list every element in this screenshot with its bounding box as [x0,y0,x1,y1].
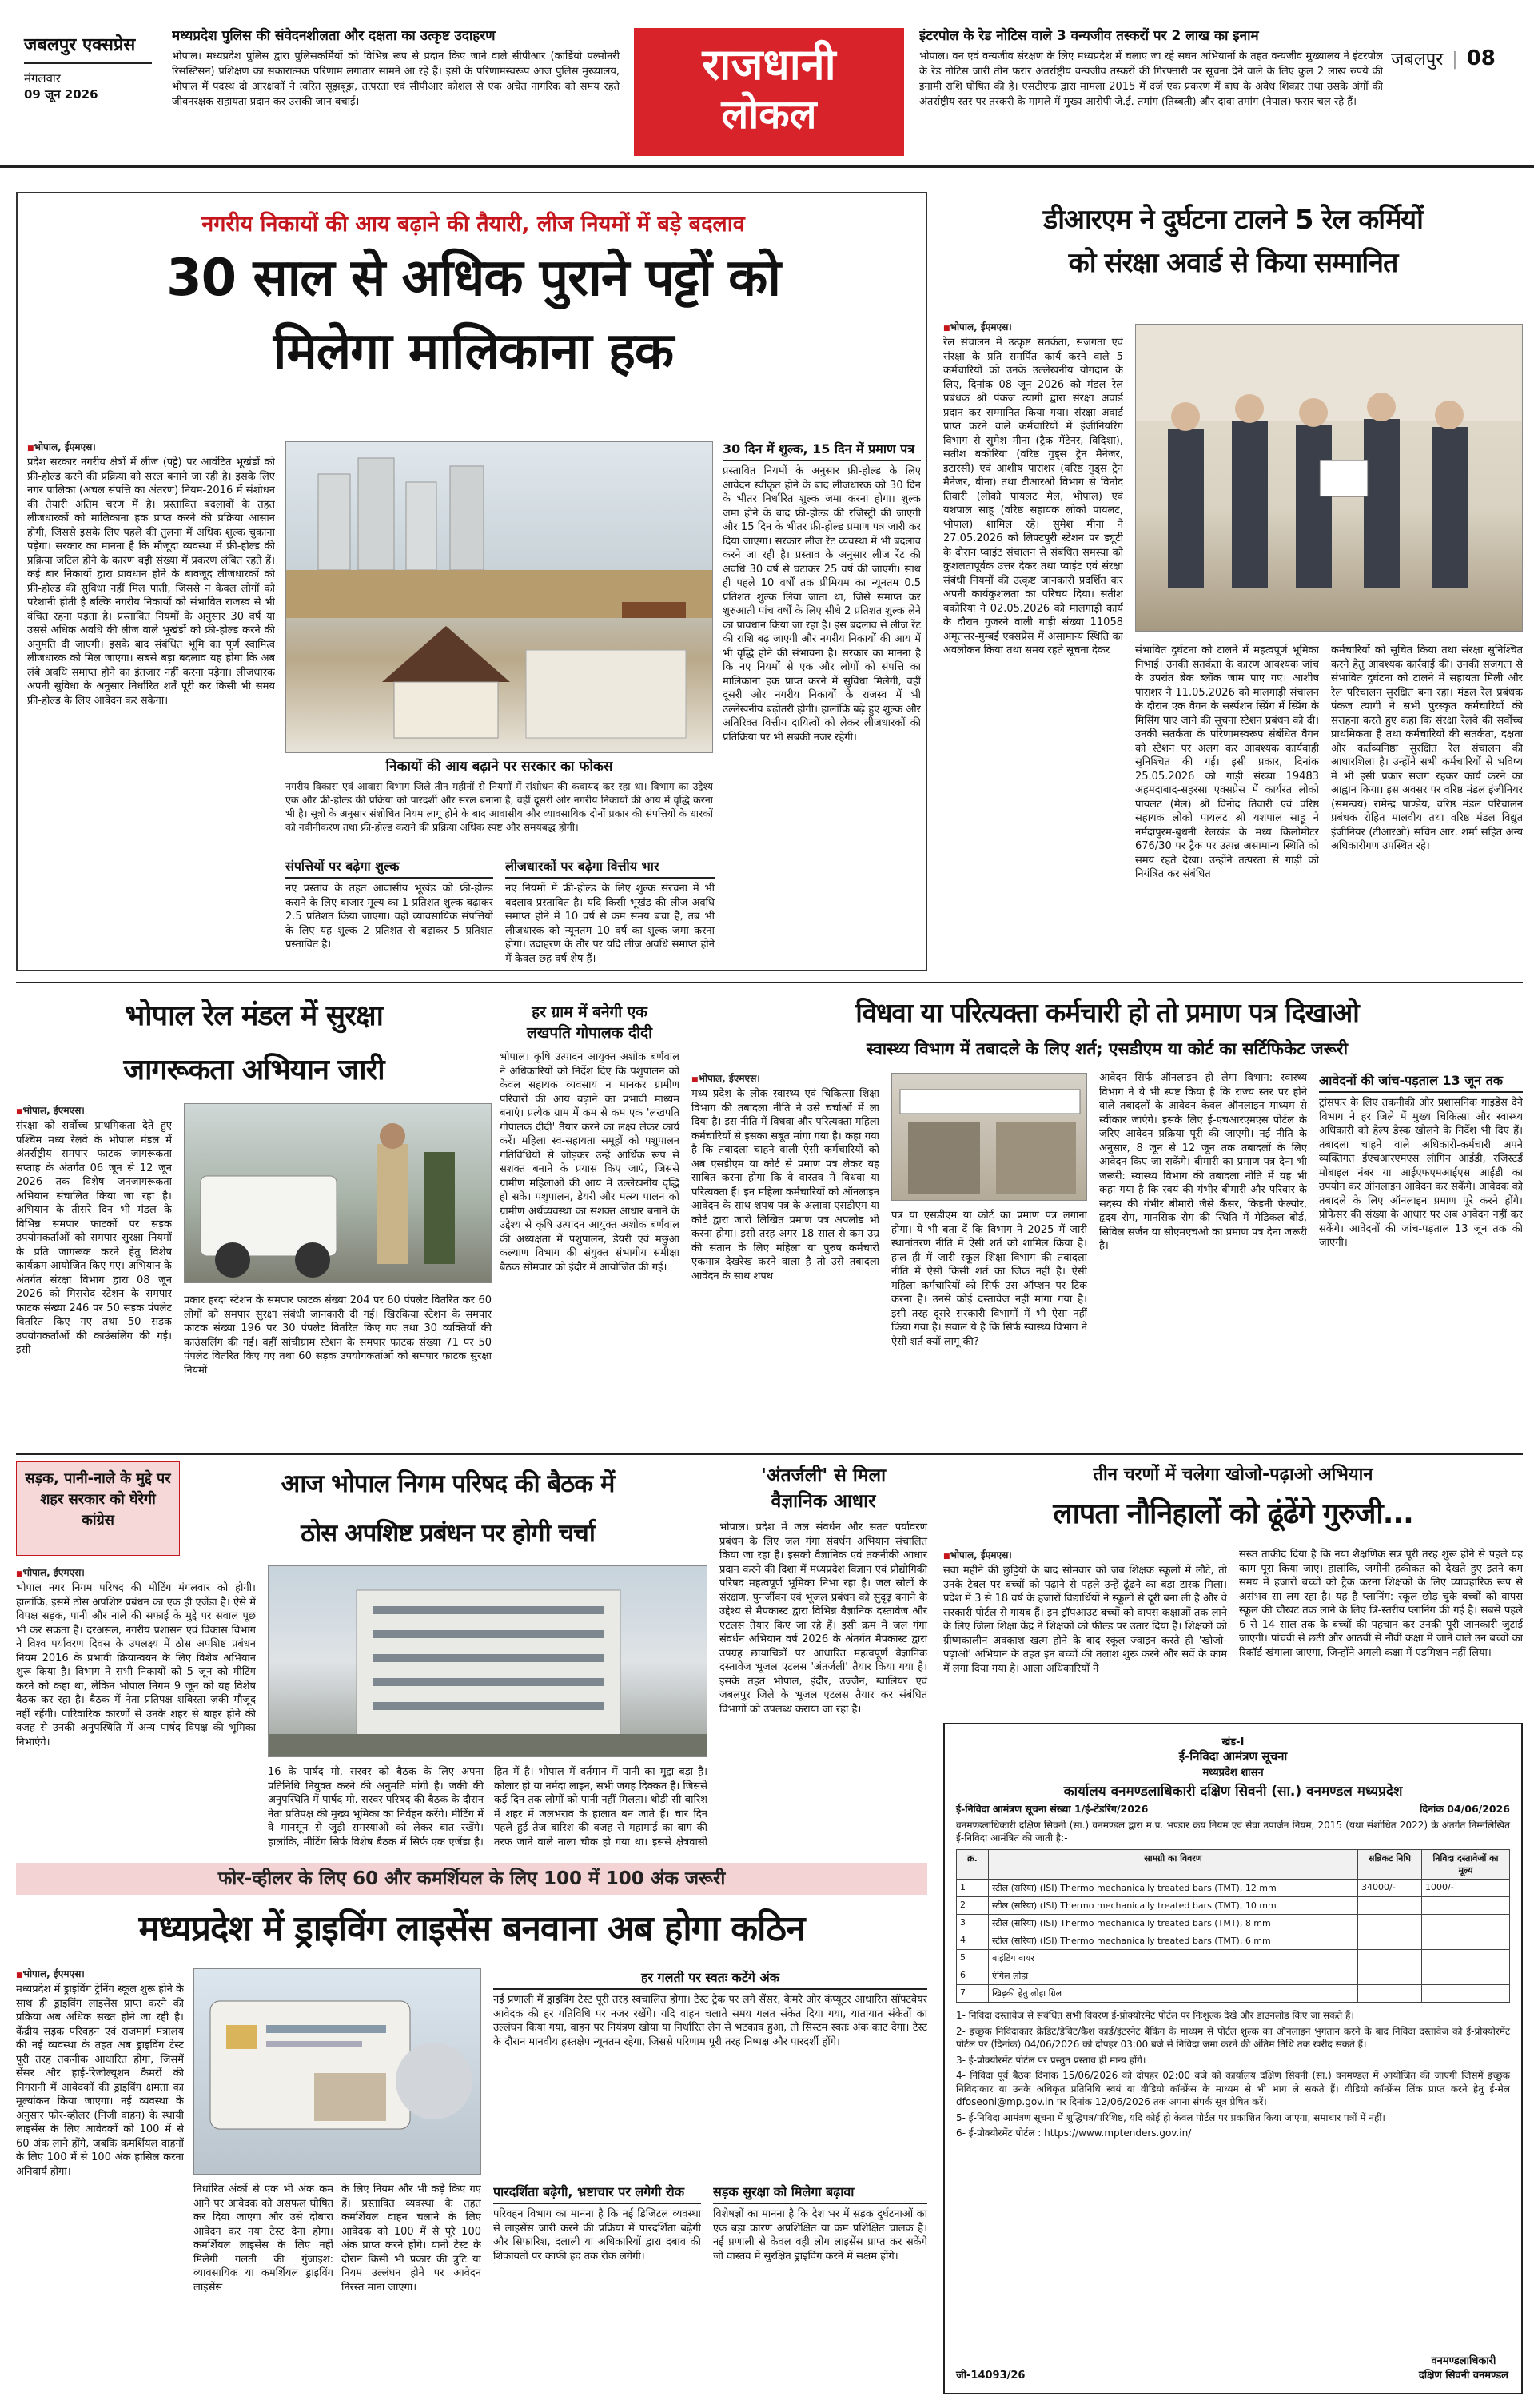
tender-table [956,1849,1510,2003]
issue-day: मंगलवार [24,71,61,86]
application-scrutiny-body: ट्रांसफर के लिए तकनीकी और प्रशासनिक गाइडेंस देने विभाग ने हर जिले में मुख्य चिकित्सा और स्वास्थ्य अधिकारी को हेल्प डेस्क खोलने के निर्देश भी दिए हैं। तबादला चाहने वाले अधिकारी-कर्मचारी अपने व्यक्तिगत ईएचआरएमएस लॉगिन आईडी, रजिस्टर्ड मोबाइल नंबर या आईएफएमआईएस आईडी का उपयोग कर ऑनलाइन आवेदन कर सकेंगे। आवेदक को तबादले के लिए ऑनलाइन प्रमाण पूरे करने होंगे। प्रोफेसर की संख्या के आधार पर अब आवेदन नहीं कर सकेंगे। आवेदनों की जांच-पड़ताल 13 जून तक की जाएगी। [1319,1097,1523,1249]
auto-deduction-head: हर गलती पर स्वतः कटेंगे अंक [493,1968,927,1990]
tender-cell-amount: 34000/- [1358,1880,1422,1897]
widow-column-3 [1099,1071,1307,1443]
paper-name-block [24,32,152,144]
tender-col-serial: क्र. [957,1850,989,1880]
masthead-left-headline: मध्यप्रदेश पुलिस की संवेदनशीलता और दक्षता का उत्कृष्ट उदाहरण [172,28,496,44]
tender-cell-doc-fee [1422,1967,1510,1985]
safety-text-2: प्रकार हरदा स्टेशन के समपार फाटक संख्या 204 पर 60 पंपलेट वितरित कर 60 लोगों को समपार सुरक्षा संबंधी जानकारी दी गई। खिरकिया स्टेशन के समपार फाटक संख्या 196 पर 30 पंपलेट वितरित किए गए तथा 30 व्यक्तियों की काउंसलिंग की गई। वहीं सांचीग्राम स्टेशन के समपार फाटक संख्या 71 पर 50 पंपलेट वितरित किए गए तथा 60 सड़क उपयोगकर्ताओं को समपार फाटक सुरक्षा नियमों [184,1294,492,1377]
tender-note: 4- निविदा पूर्व बैठक दिनांक 15/06/2026 को दोपहर 02:00 बजे को कार्यालय दक्षिण सिवनी (सा.) वनमण्डल में आयोजित की जाएगी जिसमें इच्छुक निविदाकार या उनके अधिकृत प्रतिनिधि स्वयं या वीडियो कॉन्फ्रेंस के माध्यम से भी भाग ले सकते हैं। वीडियो कॉन्फ्रेंस लिंक प्राप्त करने हेतु ई-मेल dfoseoni@mp.gov.in पर दिनांक 12/06/2026 तक अपना संपर्क सूत्र प्रेषित करें। [956,2070,1510,2107]
tender-note: 5- ई-निविदा आमंत्रण सूचना में शुद्धिपत्र/परिशिष्ट, यदि कोई हो केवल पोर्टल पर प्रकाशित किया जाएगा, समाचार पत्रों में नहीं। [956,2111,1385,2123]
tender-cell-serial: 6 [957,1967,989,1985]
drm-column-2 [1135,644,1319,959]
tender-notes [956,2009,1510,2140]
housing-collage-photo [285,441,713,753]
parishad-headline-line1: आज भोपाल निगम परिषद की बैठक में [281,1469,615,1498]
tender-cell-item: स्टील (सरिया) (ISI) Thermo mechanically treated bars (TMT), 10 mm [989,1897,1358,1915]
photo-caption-body: नगरीय विकास एवं आवास विभाग जिले तीन महीनों से नियमों में संशोधन की कवायद कर रहा था। विभाग का उद्देश्य एक और फ्री-होल्ड की प्रक्रिया को पारदर्शी और सरल बनाना है, वहीं दूसरी ओर नगरीय निकायों की आय में वृद्धि करना भी है। सूत्रों के अनुसार संशोधित नियम लागू होने के बाद आवासीय और व्यावसायिक दोनों प्रकार की संपत्तियों के धारकों को नवीनीकरण तथा फ्री-होल्ड कराने की प्रक्रिया अधिक स्पष्ट और समयबद्ध होगी। [285,780,713,833]
tender-sign-title: वनमण्डलाधिकारी [1431,2355,1496,2367]
tender-title: ई-निविदा आमंत्रण सूचना [1178,1749,1288,1764]
masthead-right-body: भोपाल। वन एवं वन्यजीव संरक्षण के लिए मध्यप्रदेश में चलाए जा रहे सघन अभियानों के तहत वन्यजीव मुख्यालय ने इंटरपोल के रेड नोटिस जारी तीन फरार अंतर्राष्ट्रीय वन्यजीव तस्करों की गिरफ्तारी पर सूचना देने वाले के लिए कुल 2 लाख रुपये की इनामी राशि घोषित की है। एसटीएफ द्वारा मामला 2015 में दर्ज एक प्रकरण में बाघ के अवैध शिकार तथा उसके अंगों की अंतर्राष्ट्रीय स्तर पर तस्करी के मामले में मुख्य आरोपी जे.ई. तमांग (तिब्बती) और दावा तमांग (नेपाल) फरार चल रहे हैं। [919,50,1383,108]
licence-dateline: ■ भोपाल, ईएमएस। [16,1967,184,1980]
gurji-text-1: सवा महीने की छुट्टियों के बाद सोमवार को जब शिक्षक स्कूलों में लौटे, तो उनके टेबल पर बच्चों को पढ़ाने से पहले उन्हें ढूंढने का बड़ा टास्क मिला। प्रदेश में 3 से 18 वर्ष के हजारों विद्यार्थियों ने स्कूलों से दूरी बना ली है और वे सरकारी पोर्टल से गायब हैं। इन ड्रॉपआउट बच्चों को वापस कक्षाओं तक लाने के लिए जिला शिक्षा केंद्र ने शिक्षकों को फील्ड पर उतार दिया है। शिक्षकों को ग्रीष्मकालीन अवकाश खत्म होने के बाद स्कूल ज्वाइन करते ही 'खोजो-पढ़ाओ' अभियान के तहत इन बच्चों की तलाश शुरू करने और सर्वे के काम में लगा दिया गया है। आला अधिकारियों ने [943,1565,1227,1675]
story-antarjali [719,1461,927,1853]
tender-col-doc-fee: निविदा दस्तावेजों का मूल्य [1422,1850,1510,1880]
parishad-text-2: 16 के पार्षद मो. सरवर को बैठक के लिए अपना प्रतिनिधि नियुक्त करने की अनुमति मांगी है। जकी की अनुपस्थिति में पार्षद मो. सरवर परिषद की बैठक के दौरान नेता प्रतिपक्ष की मुख्य भूमिका का निर्वहन करेंगे। मीटिंग में वे मानसून से जुड़ी समस्याओं को लेकर बात रखेंगे। हालांकि, मीटिंग सिर्फ विशेष बैठक में सिर्फ एक एजेंडा है। [268,1766,484,1848]
antarjali-headline-line1: 'अंतर्जली' से मिला [760,1465,887,1486]
parishad-column-2 [268,1765,484,1849]
safety-campaign-graphic [185,1104,492,1283]
fee-box-head: 30 दिन में शुल्क, 15 दिन में प्रमाण पत्र [723,440,921,461]
licence-card-graphic [194,1969,481,2175]
drm-headline-line2: को संरक्षा अवार्ड से किया सम्मानित [1068,247,1398,279]
issue-date: 09 जून 2026 [24,87,98,102]
tender-cell-serial: 1 [957,1880,989,1897]
tender-cell-amount [1358,1985,1422,2003]
masthead [0,0,1534,168]
story-drm-award [943,192,1523,971]
safety-dateline: ■ भोपाल, ईएमएस। [16,1103,172,1117]
drm-text-2: संभावित दुर्घटना को टालने में महत्वपूर्ण भूमिका निभाई। उनकी सतर्कता के कारण आवश्यक जांच के उपरांत ब्रेक ब्लॉक जाम पाए गए। आशीष पाराशर ने 11.05.2026 को मालगाड़ी संचालन के दौरान एक वैगन के सस्पेंशन स्प्रिंग में स्प्रिंग के मिसिंग पाए जाने की सूचना स्टेशन प्रबंधन को दी। उनकी सतर्कता के परिणामस्वरूप संबंधित वैगन को स्टेशन पर अलग कर आवश्यक कार्यवाही सुनिश्चित की गई। इसी प्रकार, दिनांक 25.05.2026 को गाड़ी संख्या 19483 अहमदाबाद-सहरसा एक्सप्रेस में कार्यरत लोको पायलट (मेल) श्री विनोद तिवारी एवं वरिष्ठ सहायक लोको पायलट श्री यशपाल साहू ने नर्मदापुरम-बुधनी रेलखंड के मध्य किलोमीटर 676/30 पर ट्रैक पर उत्पन्न असामान्य स्थिति को समय रहते देखा। उन्होंने तत्परता से गाड़ी को नियंत्रित कर संबंधित [1135,644,1319,880]
tender-note: 2- इच्छुक निविदाकार क्रेडिट/डेबिट/कैश कार्ड/इंटरनेट बैंकिंग के माध्यम से पोर्टल शुल्क का ऑनलाइन भुगतान करने के बाद निविदा दस्तावेज को ई-प्रोक्योरमेंट पोर्टल पर (दिनांक) 04/06/2026 को दोपहर 03:00 बजे से निविदा जमा करने की अंतिम तिथि तक खरीद सकते हैं। [956,2025,1510,2050]
tender-cell-doc-fee [1422,1950,1510,1967]
tender-cell-doc-fee [1422,1915,1510,1932]
transparency-body: परिवहन विभाग का मानना है कि नई डिजिटल व्यवस्था से लाइसेंस जारी करने की प्रक्रिया में पारदर्शिता बढ़ेगी और सिफारिश, दलाली या अधिकारियों द्वारा दबाव की शिकायतों पर काफी हद तक रोक लगेगी। [493,2208,701,2262]
tender-notice [943,1723,1523,2394]
fee-box [723,440,921,963]
masthead-left-story [172,26,620,153]
page-folio: जबलपुर | 08 [1391,46,1496,70]
fee-box-body: प्रस्तावित नियमों के अनुसार फ्री-होल्ड के लिए आवेदन स्वीकृत होने के बाद लीजधारक को 30 दिन के भीतर निर्धारित शुल्क जमा करना होगा। शुल्क जमा होने के बाद फ्री-होल्ड की रजिस्ट्री की जाएगी और 15 दिन के भीतर फ्री-होल्ड प्रमाण पत्र जारी कर दिया जाएगा। सरकार लीज रेंट व्यवस्था में भी बदलाव करने जा रही है। प्रस्ताव के अनुसार लीज रेंट की अवधि 30 वर्ष से घटाकर 25 वर्ष की जाएगी। साथ ही पहले 10 वर्षों तक प्रीमियम का न्यूनतम 0.5 प्रतिशत शुल्क लिया जाता था, जिसे समाप्त कर शुरुआती पांच वर्षों के लिए सीधे 2 प्रतिशत शुल्क लेने का प्रावधान किया जा रहा है। इस बदलाव से लीज रेंट की राशि बढ़ जाएगी और नगरीय निकायों की आय में भी वृद्धि होने की संभावना है। सरकार का मानना है कि नए नियमों से एक और लोगों को संपत्ति का मालिकाना हक प्राप्त करने में सुविधा मिलेगी, वहीं दूसरी ओर नगरीय निकायों के राजस्व में भी उल्लेखनीय बढ़ोतरी होगी। हालांकि बढ़े हुए शुल्क और अतिरिक्त वित्तीय दायित्वों को लेकर लीजधारकों की प्रतिक्रिया पर भी सबकी नजर रहेगी। [723,465,921,744]
tender-table-row [957,1950,1510,1967]
paper-name: जबलपुर एक्सप्रेस [24,35,136,55]
drm-dateline: ■ भोपाल, ईएमएस। [943,320,1123,333]
safety-headline-line1: भोपाल रेल मंडल में सुरक्षा [125,999,383,1032]
tender-cell-amount [1358,1932,1422,1950]
parishad-dateline: ■ भोपाल, ईएमएस। [16,1565,256,1579]
story-widow-certificate [691,991,1523,1447]
story-lease-freehold [16,192,927,971]
widow-headline: विधवा या परित्यक्ता कर्मचारी हो तो प्रमाण पत्र दिखाओ [855,997,1359,1028]
widow-column-1 [691,1071,879,1443]
tender-note: 1- निविदा दस्तावेज से संबंधित सभी विवरण ई-प्रोक्योरमेंट पोर्टल पर निःशुल्क देखे और डाउनलोड किए जा सकते हैं। [956,2010,1354,2021]
tender-cell-serial: 3 [957,1915,989,1932]
gurji-column-2 [1239,1548,1523,1712]
widow-dateline: ■ भोपाल, ईएमएस। [691,1071,879,1085]
health-directorate-photo [891,1073,1087,1201]
tender-table-row [957,1897,1510,1915]
application-scrutiny-head: आवेदनों की जांच-पड़ताल 13 जून तक [1319,1071,1523,1093]
tender-table-row [957,1880,1510,1897]
widow-subhead: स्वास्थ्य विभाग में तबादले के लिए शर्त; एसडीएम या कोर्ट का सर्टिफिकेट जरूरी [866,1039,1349,1058]
tender-reference: ई-निविदा आमंत्रण सूचना संख्या 1/ई-टेंडरिंग/2026 [956,1803,1149,1815]
parishad-column-1 [16,1565,256,1849]
property-fee-head: संपत्तियों पर बढ़ेगा शुल्क [285,857,493,879]
tender-cell-item: खिड़की हेतु लोहा ग्रिल [989,1985,1358,2003]
financial-burden-head: लीजधारकों पर बढ़ेगा वित्तीय भार [505,857,715,879]
gurji-headline: लापता नौनिहालों को ढूंढेंगे गुरुजी... [1053,1497,1413,1530]
auto-deduction-box [493,1968,927,2168]
tender-table-row [957,1985,1510,2003]
licence-kicker: फोर-व्हीलर के लिए 60 और कमर्शियल के लिए 100 में 100 अंक जरूरी [16,1863,927,1895]
tender-cell-serial: 2 [957,1897,989,1915]
widow-text-2: पत्र या एसडीएम या कोर्ट का प्रमाण पत्र लगाना होगा। ये भी बता दें कि विभाग ने 2025 में जारी स्थानांतरण नीति में ऐसी शर्त को शामिल किया है। हाल ही में जारी स्कूल शिक्षा विभाग की तबादला नीति में ऐसी किसी शर्त का जिक्र नहीं है। ऐसी महिला कर्मचारियों को सिर्फ उस ऑप्शन पर टिक करना है। उनसे कोई दस्तावेज नहीं मांगा गया है। इसी तरह दूसरे सरकारी विभागों में भी ऐसा नहीं किया गया है। सवाल ये है कि सिर्फ स्वास्थ्य विभाग ने ऐसी शर्त क्यों लागू की? [891,1210,1087,1348]
tender-table-row [957,1932,1510,1950]
safety-column-1 [16,1103,172,1443]
photo-caption-block [285,753,713,849]
story-headline-line1: 30 साल से अधिक पुराने पट्टों को [166,249,780,308]
road-safety-box [713,2183,927,2390]
tender-table-header [957,1850,1510,1880]
story-missing-children [943,1461,1523,1716]
financial-burden-box [505,857,715,965]
story-safety-campaign [16,991,492,1447]
nigam-building-photo [268,1565,707,1757]
road-safety-body: विशेषज्ञों का मानना है कि देश भर में सड़क दुर्घटनाओं का एक बड़ा कारण अप्रशिक्षित या कम प्रशिक्षित चालक हैं। नई प्रणाली से केवल वही लोग लाइसेंस प्राप्त कर सकेंगे जो वास्तव में सुरक्षित ड्राइविंग करने में सक्षम होंगे। [713,2208,927,2262]
parishad-column-3 [494,1765,707,1849]
masthead-left-body: भोपाल। मध्यप्रदेश पुलिस द्वारा पुलिसकर्मियों को विभिन्न रूप से प्रदान किए जाने वाले सीपीआर (कार्डियो पल्मोनरी रिसस्टिसन) प्रशिक्षण का सकारात्मक परिणाम लगातार सामने आ रहे हैं। इसी के परिणामस्वरूप आज पुलिस मुख्यालय, भोपाल में पदस्थ दो आरक्षकों ने त्वरित सूझबूझ, तत्परता एवं सीपीआर कौशल से एक अचेत नागरिक को समय रहते जीवनरक्षक सहायता प्रदान कर उसकी जान बचाई। [172,50,620,108]
tender-cell-amount [1358,1950,1422,1967]
tender-cell-serial: 4 [957,1932,989,1950]
drm-award-photo [1135,324,1523,632]
tender-cell-amount [1358,1897,1422,1915]
tender-code: जी-14093/26 [956,2370,1026,2382]
story-body-text: प्रदेश सरकार नगरीय क्षेत्रों में लीज (पट्टे) पर आवंटित भूखंडों को फ्री-होल्ड करने की प्रक्रिया को सरल बनाने जा रही है। इसके लिए नगर पालिका (अचल संपत्ति का अंतरण) नियम-2016 में संशोधन की तैयारी अंतिम चरण में है। प्रस्तावित बदलावों के तहत लीजधारकों को मालिकाना हक प्राप्त करने की प्रक्रिया आसान होगी, जिससे इसके लिए पहले की तुलना में अधिक शुल्क चुकाना पड़ेगा। सरकार का मानना है कि मौजूदा व्यवस्था में फ्री-होल्ड की प्रक्रिया जटिल होने के कारण बड़ी संख्या में प्रकरण लंबित रहते हैं। कई बार निकायों द्वारा प्रावधान होने के बावजूद लीजधारकों को फ्री-होल्ड की सुविधा नहीं मिल पाती, जिससे न केवल लोगों को परेशानी होती है बल्कि नगरीय निकायों को संभावित राजस्व से भी वंचित रहना पड़ता है। प्रस्तावित नियमों के अनुसार 30 वर्ष या उससे अधिक अवधि की लीज वाले भूखंडों को फ्री-होल्ड करने की अनुमति दी जाएगी। इसके बाद संबंधित भूमि का पूर्ण स्वामित्व लीजधारक को मिल जाएगा। सबसे बड़ा बदलाव यह होगा कि अब लंबे अवधि समाप्त होने का इंतजार नहीं करना पड़ेगा। लीजधारक अपनी सुविधा के अनुसार निर्धारित शर्तें पूरी कर किसी भी समय फ्री-होल्ड के लिए आवेदन कर सकेगा। [27,456,275,707]
safety-column-2 [184,1294,492,1444]
gurji-kicker: तीन चरणों में चलेगा खोजो-पढ़ाओ अभियान [1093,1465,1373,1485]
widow-text-1: मध्य प्रदेश के लोक स्वास्थ्य एवं चिकित्सा शिक्षा विभाग की तबादला नीति ने उसे चर्चाओं में ला दिया है। इस नीति में विधवा और परित्यक्ता महिला कर्मचारियों से इसका सबूत मांगा गया है। कहा गया है कि तबादला चाहने वाली ऐसी कर्मचारियों को अब एसडीएम या कोर्ट से प्रमाण पत्र लेकर यह साबित करना होगा कि वे वास्तव में विधवा या परित्यक्ता हैं। इन महिला कर्मचारियों को ऑनलाइन आवेदन के साथ शपथ पत्र के अलावा एसडीएम या कोर्ट द्वारा जारी लिखित प्रमाण पत्र अपलोड भी करना होगा। इसी तरह अगर 18 साल से कम उम्र की संतान के लिए महिला या पुरुष कर्मचारी एकमात्र देखरेख करने वाला है तो उसे तबादला आवेदन के साथ शपथ [691,1088,879,1282]
story-headline-line2: मिलेगा मालिकाना हक [273,322,674,381]
safety-text-1: संरक्षा को सर्वोच्च प्राथमिकता देते हुए पश्चिम मध्य रेलवे के भोपाल मंडल में अंतर्राष्ट्रीय समपार फाटक जागरूकता सप्ताह के अंतर्गत 06 जून से 12 जून 2026 तक विशेष जनजागरूकता अभियान संचालित किया जा रहा है। अभियान के तीसरे दिन भी मंडल के विभिन्न समपार फाटकों पर सड़क उपयोगकर्ताओं को समपार सुरक्षा नियमों के प्रति जागरूक करने हेतु विशेष कार्यक्रम आयोजित किए गए। अभियान के अंतर्गत संरक्षा विभाग द्वारा 08 जून 2026 को मिसरोद स्टेशन के समपार फाटक संख्या 246 पर 50 सड़क पंपलेट वितरित किए गए तथा 50 सड़क उपयोगकर्ताओं की काउंसलिंग की गई। इसी [16,1120,172,1356]
licence-card-photo [193,1968,481,2175]
tender-cell-item: एंगिल लोहा [989,1967,1358,1985]
drm-award-graphic [1136,325,1523,632]
tender-cell-doc-fee: 1000/- [1422,1880,1510,1897]
safety-headline-line2: जागरूकता अभियान जारी [123,1054,384,1086]
tender-cell-serial: 5 [957,1950,989,1967]
tender-office: कार्यालय वनमण्डलाधिकारी दक्षिण सिवनी (सा.) वनमण्डल मध्यप्रदेश [1063,1784,1403,1800]
widow-text-3: आवेदन सिर्फ ऑनलाइन ही लेगा विभाग: स्वास्थ्य विभाग ने ये भी स्पष्ट किया है कि राज्य स्तर पर होने वाले तबादलों के आवेदन केवल ऑनलाइन माध्यम से स्वीकार जाएंगे। इसके लिए ई-एचआरएमएस पोर्टल के जरिए आवेदन प्रक्रिया पूरी की जाएगी। नई नीति के अनुसार, 8 जून से 12 जून तक तबादलों के लिए आवेदन किए जा सकेंगे। बीमारी का प्रमाण पत्र देना भी जरूरी: स्वास्थ्य विभाग की तबादला नीति में यह भी कहा गया है कि स्वयं की गंभीर बीमारी और परिवार के सदस्य की गंभीर बीमारी जैसे कैंसर, किडनी फेल्योर, हृदय रोग, मानसिक रोग की स्थिति में मेडिकल बोर्ड, सिविल सर्जन या सीएमएचओ का प्रमाण पत्र देना जरूरी है। [1099,1072,1307,1252]
drm-text-3: कर्मचारियों को सूचित किया तथा संरक्षा सुनिश्चित करने हेतु आवश्यक कार्रवाई की। उनकी सजगता से संभावित दुर्घटना को टालने में सहायता मिली और रेल परिचालन सुरक्षित बना रहा। मंडल रेल प्रबंधक पंकज त्यागी ने सभी पुरस्कृत कर्मचारियों की सराहना करते हुए कहा कि संरक्षा रेलवे की सर्वोच्च प्राथमिकता है तथा कर्मचारियों की सतर्कता, दक्षता और कर्तव्यनिष्ठा सुरक्षित रेल संचालन की आधारशिला है। उन्होंने सभी कर्मचारियों से भविष्य में भी इसी प्रकार सजग रहकर कार्य करने का आह्वान किया। इस अवसर पर वरिष्ठ मंडल इंजीनियर (समन्वय) रामेन्द्र पाण्डेय, वरिष्ठ मंडल परिचालन प्रबंधक रोहित मालवीय तथा वरिष्ठ मंडल विद्युत इंजीनियर (टीआरओ) सचिन आर. शर्मा सहित अन्य अधिकारीगण उपस्थित रहे। [1331,644,1523,852]
tender-cell-doc-fee [1422,1932,1510,1950]
lakhpati-body: भोपाल। कृषि उत्पादन आयुक्त अशोक बर्णवाल ने अधिकारियों को निर्देश दिए कि पशुपालन को केवल सहायक व्यवसाय न मानकर ग्रामीण परिवारों की आय बढ़ाने का प्रभावी माध्यम बनाएं। प्रत्येक ग्राम में कम से कम एक 'लखपति गोपालक दीदी' तैयार करने का लक्ष्य लेकर कार्य करें। महिला स्व-सहायता समूहों को पशुपालन गतिविधियों से जोड़कर उन्हें आर्थिक रूप से सशक्त बनाने के प्रयास किए जाएं, जिससे ग्रामीण महिलाओं की आय में उल्लेखनीय वृद्धि हो सके। पशुपालन, डेयरी और मत्स्य पालन को ग्रामीण अर्थव्यवस्था का सशक्त आधार बनाने के उद्देश्य से कृषि उत्पादन आयुक्त अशोक बर्णवाल की अध्यक्षता में पशुपालन, डेयरी एवं मछुआ कल्याण विभाग की संयुक्त संभागीय समीक्षा बैठक सोमवार को इंदौर में आयोजित की गई। [500,1051,679,1274]
tender-cell-item: स्टील (सरिया) (ISI) Thermo mechanically treated bars (TMT), 12 mm [989,1880,1358,1897]
health-directorate-graphic [892,1074,1087,1201]
road-safety-head: सड़क सुरक्षा को मिलेगा बढ़ावा [713,2183,927,2204]
lakhpati-headline-line2: लखपति गोपालक दीदी [526,1024,653,1042]
folio-city: जबलपुर [1391,50,1444,70]
story-body-column [27,440,275,959]
parishad-headline-line2: ठोस अपशिष्ट प्रबंधन पर होगी चर्चा [301,1519,595,1548]
tender-cell-item: बाइंडिंग वायर [989,1950,1358,1967]
gurji-text-2: सख्त ताकीद दिया है कि नया शैक्षणिक सत्र पूरी तरह शुरू होने से पहले यह काम पूरा किया जाए। हालांकि, जमीनी हकीकत को देखते हुए इतने कम समय में हजारों बच्चों को ट्रैक करना शिक्षकों के लिए व्यावहारिक रूप से असंभव सा लग रहा है। यह है प्लानिंग: स्कूल छोड़ चुके बच्चों को वापस स्कूल की चौखट तक लाने के लिए त्रि-स्तरीय प्लानिंग की गई है। सबसे पहले 6 से 14 साल तक के बच्चों की पहचान कर उनकी पूरी जानकारी जुटाई जाएगी। पांचवी से छठी और आठवीं से नौवीं कक्षा में जाने वाले उन बच्चों का रिकॉर्ड खंगाला जाएगा, जिन्होंने अगली कक्षा में एडमिशन नहीं लिया। [1239,1549,1523,1659]
transparency-box [493,2183,701,2390]
tender-col-item: सामग्री का विवरण [989,1850,1358,1880]
tender-cell-doc-fee [1422,1897,1510,1915]
tender-cell-item: स्टील (सरिया) (ISI) Thermo mechanically treated bars (TMT), 6 mm [989,1932,1358,1950]
tender-table-row [957,1967,1510,1985]
licence-text-2: निर्धारित अंकों से एक भी अंक कम आने पर आवेदक को असफल घोषित कर दिया जाएगा और उसे दोबारा आवेदन कर नया टेस्ट देना होगा। कमर्शियल लाइसेंस के लिए नहीं मिलेगी गलती की गुंजाइश: व्यावसायिक या कमर्शियल ड्राइविंग लाइसेंस [193,2183,333,2294]
drm-text-1: रेल संचालन में उत्कृष्ट सतर्कता, सजगता एवं संरक्षा के प्रति समर्पित कार्य करने वाले 5 कर्मचारियों को उनके उल्लेखनीय योगदान के लिए, दिनांक 08 जून 2026 को मंडल रेल प्रबंधक श्री पंकज त्यागी द्वारा संरक्षा अवार्ड प्रदान कर सम्मानित किया गया। संरक्षा अवार्ड प्राप्त करने वाले कर्मचारियों में इंजीनियरिंग विभाग से सुमेश मीना (ट्रैक मेंटेनर, विदिशा), सतीश बकोरिया (वरिष्ठ गुड्स ट्रेन मैनेजर, इटारसी) एवं आशीष पाराशर (वरिष्ठ गुड्स ट्रेन मैनेजर, बीना) तथा टीआरओ विभाग से विनोद तिवारी (लोको पायलट मेल, भोपाल) एवं यशपाल साहू (वरिष्ठ सहायक लोको पायलट, भोपाल) शामिल रहे। सुमेश मीना ने 27.05.2026 को लिफ्टपुरी स्टेशन पर ड्यूटी के दौरान प्वाइंट संचालन से संबंधित समस्या को कुशलतापूर्वक उत्तर देकर तथा प्वाइंट एवं संरक्षा संबंधी नियमों की उत्कृष्ट जानकारी प्रदर्शित कर अपनी कार्यकुशलता का परिचय दिया। सतीश बकोरिया ने 02.05.2026 को मालगाड़ी कार्य के दौरान गुजरने वाली गाड़ी संख्या 11058 अमृतसर-मुम्बई एक्सप्रेस में असामान्य स्थिति का अवलोकन किया तथा समय रहते सूचना देकर [943,337,1123,656]
section-title: राजधानी [702,39,836,90]
licence-column-2 [193,2183,333,2390]
story-lakhpati-didi [500,991,679,1447]
congress-side-headline: सड़क, पानी-नाले के मुद्दे पर शहर सरकार को घेरेगी कांग्रेस [16,1461,180,1556]
nigam-building-graphic [269,1566,707,1757]
licence-column-3 [341,2183,481,2390]
tender-cell-serial: 7 [957,1985,989,2003]
tender-signatory [1419,2353,1508,2382]
tender-reference-date: दिनांक 04/06/2026 [1420,1803,1510,1815]
housing-collage-graphic [286,442,713,753]
widow-column-2 [891,1209,1087,1443]
section-subtitle: लोकल [721,91,817,138]
drm-column-1 [943,320,1123,959]
masthead-right-story [919,26,1383,153]
antarjali-body: भोपाल। प्रदेश में जल संवर्धन और सतत पर्यावरण प्रबंधन के लिए जल गंगा संवर्धन अभियान संचालित किया जा रहा है। इसको वैज्ञानिक एवं तकनीकी आधार प्रदान करने की दिशा में मध्यप्रदेश विज्ञान एवं प्रौद्योगिकी परिषद महत्वपूर्ण भूमिका निभा रहा है। जल स्रोतों के संरक्षण, पुनर्जीवन एवं भूजल प्रबंधन को सुदृढ़ बनाने के उद्देश्य से मैपकास्ट द्वारा विभिन्न वैज्ञानिक दस्तावेज और एटलस तैयार किए जा रहे हैं। इसी क्रम में जल गंगा संवर्धन अभियान वर्ष 2026 के अंतर्गत मैपकास्ट द्वारा उपग्रह छायाचित्रों पर आधारित महत्वपूर्ण वैज्ञानिक दस्तावेज भूजल एटलस 'अंतर्जली' तैयार किया गया है। इसके तहत भोपाल, इंदौर, उज्जैन, ग्वालियर एवं जबलपुर जिले के भूजल एटलस तैयार कर संबंधित विभागों को उपलब्ध कराया जा रहा है। [719,1521,927,1716]
financial-burden-body: नए नियमों में फ्री-होल्ड के लिए शुल्क संरचना में भी बदलाव प्रस्तावित है। यदि किसी भूखंड की लीज अवधि समाप्त होने में 10 वर्ष से कम समय बचा है, तब भी लीजधारक को न्यूनतम 10 वर्ष का शुल्क जमा करना होगा। उदाहरण के तौर पर यदि लीज अवधि समाप्त होने में केवल छह वर्ष शेष हैं। [505,883,715,965]
gurji-column-1 [943,1548,1227,1712]
section-banner [634,28,904,156]
auto-deduction-body: नई प्रणाली में ड्राइविंग टेस्ट पूरी तरह स्वचालित होगा। टेस्ट ट्रैक पर लगे सेंसर, कैमरे और कंप्यूटर आधारित सॉफ्टवेयर आवेदक की हर गतिविधि पर नजर रखेंगे। यदि वाहन चलाते समय गलत संकेत दिया गया, यातायात संकेतों का उल्लंघन किया गया, वाहन पर नियंत्रण खोया या निर्धारित लेन से भटकाव हुआ, तो सिस्टम स्वतः अंक काट देगा। टेस्ट के दौरान मानवीय हस्तक्षेप न्यूनतम रहेगा, जिससे परिणाम पूरी तरह निष्पक्ष और पारदर्शी होंगे। [493,1994,927,2048]
tender-sign-office: दक्षिण सिवनी वनमण्डल [1418,2370,1508,2382]
transparency-head: पारदर्शिता बढ़ेगी, भ्रष्टाचार पर लगेगी रोक [493,2183,701,2204]
tender-intro: वनमण्डलाधिकारी दक्षिण सिवनी (सा.) वनमण्डल द्वारा म.प्र. भण्डार क्रय नियम एवं सेवा उपार्जन नियम, 2015 (यथा संशोधित 2022) के अंतर्गत निम्नलिखित ई-निविदा आमंत्रित की जाती है:- [956,1820,1510,1844]
tender-note: 6- ई-प्रोक्योरमेंट पोर्टल : https://www.mptenders.gov.in/ [956,2127,1192,2139]
tender-table-row [957,1915,1510,1932]
tender-cell-item: स्टील (सरिया) (ISI) Thermo mechanically treated bars (TMT), 8 mm [989,1915,1358,1932]
tender-section: खंड-I [1221,1736,1245,1748]
tender-government: मध्यप्रदेश शासन [1202,1767,1264,1779]
tender-cell-doc-fee [1422,1985,1510,2003]
story-dateline: ■ भोपाल, ईएमएस। [27,440,275,453]
property-fee-body: नए प्रस्ताव के तहत आवासीय भूखंड को फ्री-होल्ड कराने के लिए बाजार मूल्य का 1 प्रतिशत शुल्क बढ़ाकर 2.5 प्रतिशत किया जाएगा। वहीं व्यावसायिक संपत्तियों के लिए यह शुल्क 2 प्रतिशत से बढ़ाकर 5 प्रतिशत प्रस्तावित है। [285,883,493,951]
drm-column-3 [1331,644,1523,959]
section-divider-1 [16,982,1523,983]
licence-text-3: के लिए नियम और भी कड़े किए गए हैं। प्रस्तावित व्यवस्था के तहत कमर्शियल वाहन चलाने के लिए आवेदक को 100 में से पूरे 100 अंक प्राप्त करने होंगे। यानी टेस्ट के दौरान किसी भी प्रकार की त्रुटि या नियम उल्लंघन होने पर आवेदन निरस्त माना जाएगा। [341,2183,481,2294]
photo-caption-head: निकायों की आय बढ़ाने पर सरकार का फोकस [385,759,613,775]
parishad-text-1: भोपाल नगर निगम परिषद की मीटिंग मंगलवार को होगी। हालांकि, इसमें ठोस अपशिष्ट प्रबंधन का एक ही एजेंडा है। ऐसे में विपक्ष सड़क, पानी और नाले की सफाई के मुद्दे पर सवाल पूछ भी कर सकता है। दरअसल, नगरीय प्रशासन एवं विकास विभाग ने विश्व पर्यावरण दिवस के उपलक्ष्य में ठोस अपशिष्ट प्रबंधन नियम 2016 के प्रभावी क्रियान्वयन के लिए विशेष अभियान शुरू किया है। विभाग ने सभी निकायों को 5 जून को मीटिंग करने को कहा था, लेकिन भोपाल निगम 9 जून को यह विशेष बैठक कर रहा है। बैठक में नेता प्रतिपक्ष शबिस्ता ज़की मौजूद नहीं रहेंगी। पारिवारिक कारणों से उनके शहर से बाहर होने की वजह से उनकी अनुपस्थिति में अन्य पार्षद विपक्ष की भूमिका निभाएंगे। [16,1582,256,1748]
licence-headline: मध्यप्रदेश में ड्राइविंग लाइसेंस बनवाना अब होगा कठिन [138,1908,805,1949]
property-fee-box [285,857,493,965]
gurji-dateline: ■ भोपाल, ईएमएस। [943,1548,1227,1561]
licence-column-1 [16,1967,184,2390]
section-divider-2 [16,1453,1523,1455]
story-kicker: नगरीय निकायों की आय बढ़ाने की तैयारी, लीज नियमों में बड़े बदलाव [201,212,745,237]
story-nigam-parishad [16,1461,707,1853]
parishad-text-3: हित में है। भोपाल में वर्तमान में पानी का मुद्दा बड़ा है। कोलार हो या नर्मदा लाइन, सभी जगह दिक्कत है। जिससे कई दिन तक लोगों को पानी नहीं मिलता। थोड़ी सी बारिश में शहर में जलभराव के हालात बन जाते हैं। चार दिन पहले हुई तेज बारिश की वजह से महामाई का बाग की तरफ जाने वाले नाला चौक हो गया था। इससे क्षेत्रवासी [494,1766,707,1848]
tender-cell-amount [1358,1967,1422,1985]
tender-col-amount: सन्निकट निधि [1358,1850,1422,1880]
lakhpati-headline-line1: हर ग्राम में बनेगी एक [532,1003,647,1021]
antarjali-headline-line2: वैज्ञानिक आधार [771,1491,876,1512]
drm-headline-line1: डीआरएम ने दुर्घटना टालने 5 रेल कर्मियों [1043,204,1423,236]
tender-cell-amount [1358,1915,1422,1932]
story-driving-licence [16,1863,927,2394]
licence-text-1: मध्यप्रदेश में ड्राइविंग ट्रेनिंग स्कूल शुरू होने के साथ ही ड्राइविंग लाइसेंस प्राप्त करने की प्रक्रिया अब अधिक सख्त होने जा रही है। केंद्रीय सड़क परिवहन एवं राजमार्ग मंत्रालय की नई व्यवस्था के तहत अब ड्राइविंग टेस्ट पूरी तरह तकनीक आधारित होगा, जिसमें सेंसर और हाई-रिजोल्यूशन कैमरों की निगरानी में आवेदकों की ड्राइविंग क्षमता का मूल्यांकन किया जाएगा। नई व्यवस्था के अनुसार फोर-व्हीलर (निजी वाहन) के स्थायी लाइसेंस के लिए आवेदकों को 100 में से 60 अंक लाने होंगे, जबकि कमर्शियल वाहनों के लिए 100 में से 100 अंक हासिल करना अनिवार्य होगा। [16,1983,184,2178]
application-scrutiny-box [1319,1071,1523,1443]
folio-page-number: 08 [1466,46,1496,70]
tender-note: 3- ई-प्रोक्योरमेंट पोर्टल पर प्रस्तुत प्रस्ताव ही मान्य होंगे। [956,2054,1146,2066]
safety-campaign-photo [184,1103,492,1283]
masthead-right-headline: इंटरपोल के रेड नोटिस वाले 3 वन्यजीव तस्करों पर 2 लाख का इनाम [919,28,1259,44]
